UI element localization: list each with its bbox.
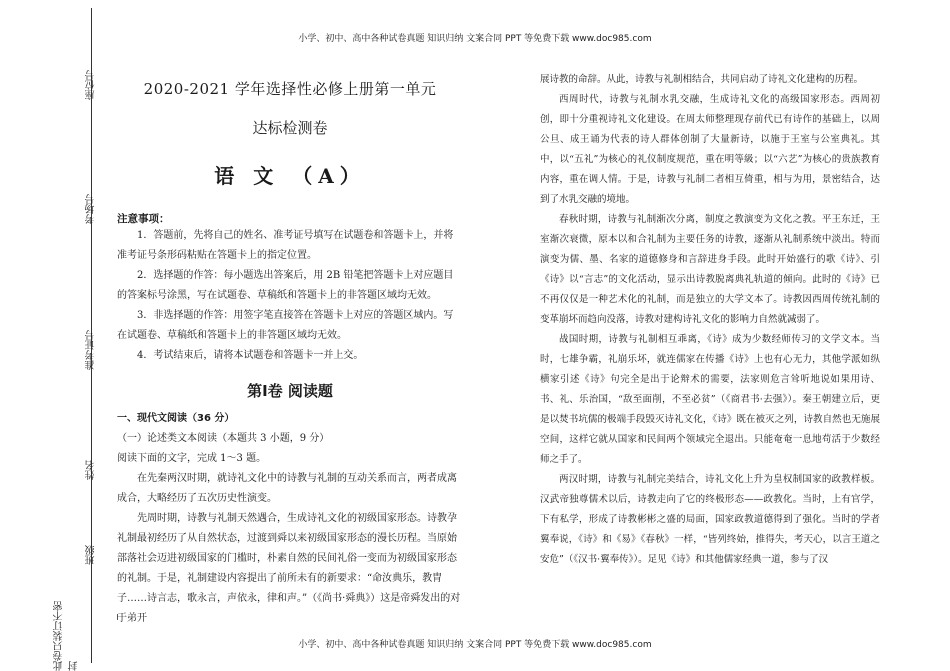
left-column [117, 70, 463, 629]
admission-number-label: 准考证号 [86, 330, 97, 370]
notice-item: 1．答题前，先将自己的姓名、准考证号填写在试题卷和答题卡上，并将准考证号条形码粘贴在答题卡上的指定位置。 [117, 230, 454, 261]
passage-paragraph: 西周时代，诗教与礼制水乳交融，生成诗礼文化的高级国家形态。西周初创，即十分重视诗礼文化建设。在周太师整理现存前代已有诗作的基础上，以周公旦、成王诵为代表的诗人群体创制了大量新诗，以施于王室与公室典礼。其中，以“五礼”为核心的礼仪制度规范，重在明等級；以“六艺”为核心的贵族教育内容，重在调人情。于是，诗教与礼制二者相互倚重，相与为用，景密结合，达到了水乳交融的境地。 [540, 94, 880, 205]
subsection-heading: （一）论述类文本阅读（本题共 3 小题，9 分） [117, 433, 330, 444]
passage-paragraph: 战国时期，诗教与礼制相互乖离，《诗》成为少数经师传习的文学文本。当时，七雄争霸，礼崩乐坏，就连儒家在传播《诗》上也有心无力，其他学派如纵横家引述《诗》句完全是出于论辩术的需要，法家则危言耸听地说如果用诗、书、礼、乐治国，“敌至面削，不至必贫”（《商君书·去强》）。秦王朝建立后，更是以焚书坑儒的极端手段毁灭诗礼文化，《诗》既在被灭之列，诗教自然也无施展空间，这样它就从国家和民间两个领域完全退出。只能奄奄一息地苟活于少数经师之手了。 [540, 334, 880, 465]
right-column [540, 70, 880, 570]
passage-paragraph: 在先秦两汉时期，就诗礼文化中的诗教与礼制的互动关系而言，两者成离成合，大略经历了五次历史性演变。 [117, 473, 457, 504]
passage-continuation: 展诗教的命辞。从此，诗教与礼制相结合，共同启动了诗礼文化建构的历程。 [540, 74, 864, 85]
section-heading: 一、现代文阅读（36 分） [117, 413, 235, 424]
notice-item: 2．选择题的作答：每小题选出答案后，用 2B 铅笔把答题卡上对应题目的答案标号涂黑，写在试题卷、草稿纸和答题卡上的非答题区域均无效。 [117, 270, 454, 301]
exam-title-line1: 2020-2021 学年选择性必修上册第一单元 [143, 80, 437, 98]
exam-room-label: 考场号 [86, 194, 97, 224]
notice-heading: 注意事项： [117, 213, 170, 225]
header-banner: 小学、初中、高中各种试卷真题 知识归纳 文案合同 PPT 等免费下载 www.doc985.com [298, 34, 652, 44]
volume-title: 第Ⅰ卷 阅读题 [247, 382, 333, 400]
notice-item: 4．考试结束后，请将本试题卷和答题卡一并上交。 [137, 350, 364, 361]
instruction-text: 阅读下面的文字，完成 1～3 题。 [117, 453, 267, 464]
passage-paragraph: 春秋时期，诗教与礼制渐次分离，制度之教演变为文化之教。平王东迁，王室渐次衰微，原本以和合礼制为主要任务的诗教，逐渐从礼制系统中淡出。特而演变为儒、墨、名家的道德修身和言辞进身手段。此时开始盛行的歌《诗》、引《诗》以“言志”的文化活动，显示出诗教脱离典礼轨道的倾向。此时的《诗》已不再仅仅是一种艺术化的礼制，而是独立的大学文本了。诗教因西周传统礼制的变革崩坏而趋向没落，诗教对建构诗礼文化的影响力自然就减弱了。 [540, 214, 880, 325]
footer-banner: 小学、初中、高中各种试卷真题 知识归纳 文案合同 PPT 等免费下载 www.doc985.com [298, 640, 652, 650]
notice-item: 3．非选择题的作答：用签字笔直接答在答题卡上对应的答题区域内。写在试题卷、草稿纸和答题卡上的非答题区域均无效。 [117, 310, 454, 341]
exam-title-line2: 达标检测卷 [252, 119, 328, 137]
passage-paragraph: 先周时期，诗教与礼制天然遇合，生成诗礼文化的初级国家形态。诗教孕礼制最初经历了从自然状态，过渡到舜以来初级国家形态的漫长历程。当原始部落社会迈进初级国家的门槛时，朴素自然的民间礼俗一变而为初级国家形态的礼制。于是，礼制建设内容提出了前所未有的新要求：“命汝典乐，教胄子……诗言志，歌永言，声依永，律和声。”（《尚书·舜典》）这是帝舜发出的对于弟开 [117, 513, 461, 624]
exam-subject-title: 语 文 （A） [214, 164, 366, 188]
name-label: 姓名 [86, 460, 97, 480]
class-label: 班级 [86, 545, 97, 565]
binding-note: 此卷只装订不密封 [54, 601, 80, 671]
passage-paragraph: 两汉时期，诗教与礼制完美结合，诗礼文化上升为皇权制国家的政教样板。汉武帝独尊儒术以后，诗教走向了它的终极形态——政教化。当时，上有官学，下有私学，形成了诗教彬彬之盛的局面，国家政教道德得到了强化。当时的学者翼奉说，《诗》和《易》《春秋》一样，“皆列终始，推得失，考天心，以言王道之安危”（《汉书·翼奉传》）。足见《诗》和其他儒家经典一道，参与了汉 [540, 474, 880, 565]
seat-number-label: 座位号 [86, 70, 97, 100]
